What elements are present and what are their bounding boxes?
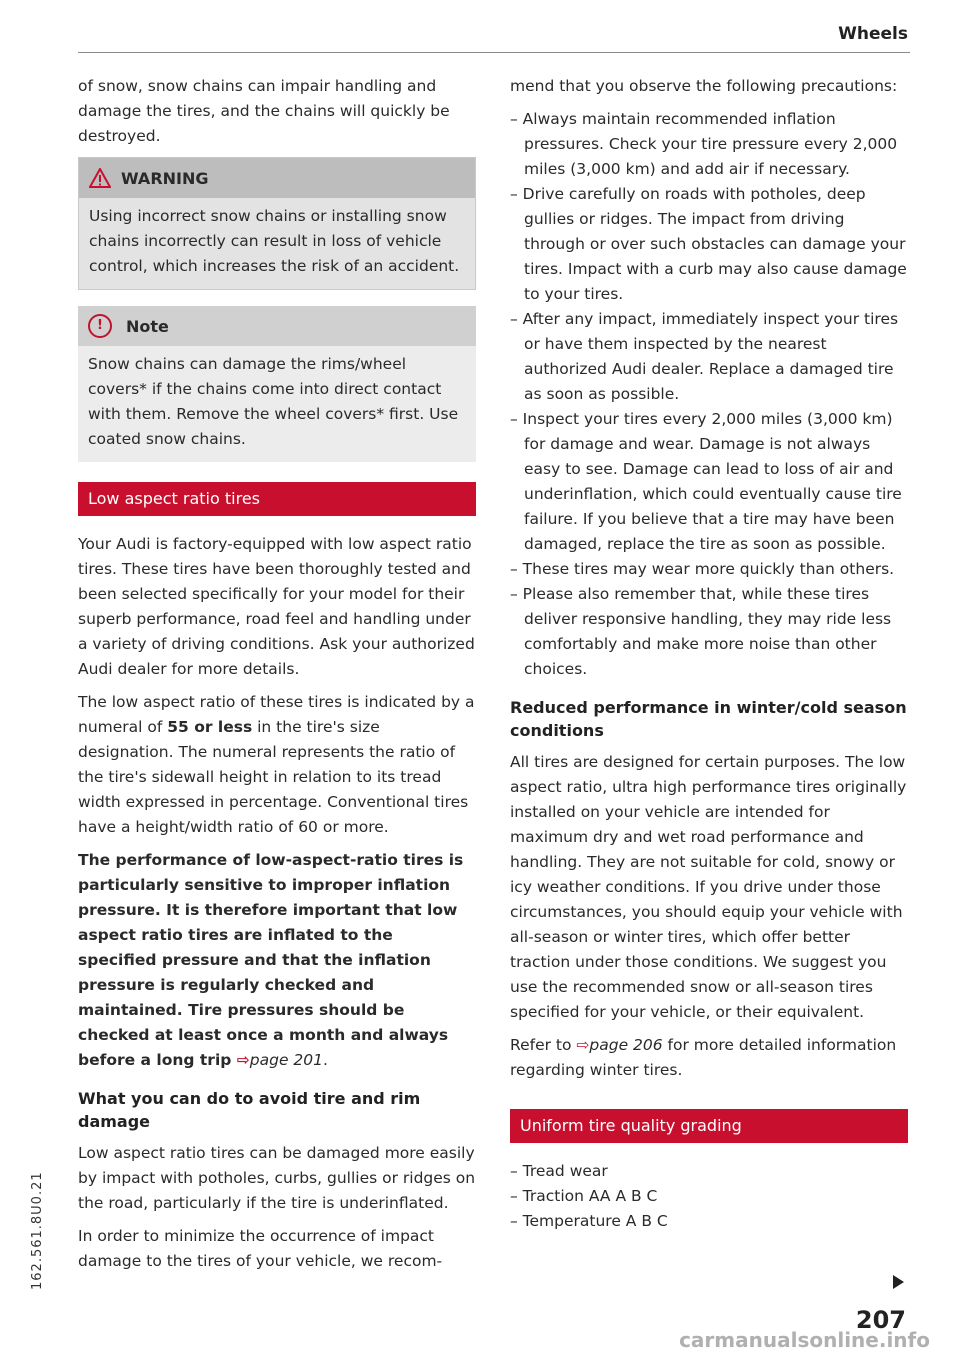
note-header <box>78 306 476 346</box>
refer-start: Refer to <box>510 1036 577 1054</box>
note-title: Note <box>126 316 169 336</box>
list-item: – Drive carefully on roads with potholes, deep gullies or ridges. The impact from driving through or over such obstacles can damage your tires. Impact with a curb may also cause damage to your tires. <box>510 185 907 303</box>
left-column <box>78 74 476 1282</box>
page-ref-arrow-icon: ⇨ <box>576 1036 590 1054</box>
page-ref-link[interactable]: page 206 <box>589 1036 663 1054</box>
section-heading-low-aspect: Low aspect ratio tires <box>78 482 476 516</box>
intro-paragraph: of snow, snow chains can impair handling and damage the tires, and the chains will quickly be destroyed. <box>78 77 450 145</box>
list-item: – These tires may wear more quickly than others. <box>510 560 895 578</box>
precautions-list <box>510 107 908 682</box>
warning-title: WARNING <box>121 168 209 188</box>
header-rule <box>78 52 910 53</box>
list-item: – Traction AA A B C <box>510 1187 658 1205</box>
note-box <box>78 306 476 462</box>
list-item: – After any impact, immediately inspect your tires or have them inspected by the nearest authorized Audi dealer. Replace a damaged tire as soon as possible. <box>510 310 899 403</box>
list-item: – Inspect your tires every 2,000 miles (3,000 km) for damage and wear. Damage is not always easy to see. Damage can lead to loss of air and underinflation, which could eventually cause tire failure. If you believe that a tire may have been damaged, replace the tire as soon as possible. <box>510 410 902 553</box>
winter-heading: Reduced performance in winter/cold season conditions <box>510 698 907 740</box>
pressure-emphasis-paragraph: The performance of low-aspect-ratio tires is particularly sensitive to improper inflation pressure. It is therefore important that low aspect ratio tires are inflated to the specified pressure and that the inflation pressure is regularly checked and maintained. Tire pressures should be checked at least once a month and always before a long trip ⇨page 201. <box>78 851 464 1069</box>
warning-body: Using incorrect snow chains or installing snow chains incorrectly can result in loss of vehicle control, which increases the risk of an accident. <box>79 198 475 289</box>
watermark: carmanualsonline.info <box>679 1328 930 1352</box>
p2-end: in the tire's size designation. The numeral represents the ratio of the tire's sidewall height in relation to its tread width expressed in percentage. Conventional tires have a height/width ratio of 60 or more. <box>78 718 469 836</box>
info-circle-icon: ! <box>88 314 112 338</box>
note-body: Snow chains can damage the rims/wheel covers* if the chains come into direct contact with them. Remove the wheel covers* first. Use coated snow chains. <box>78 346 476 462</box>
list-item: – Tread wear <box>510 1162 608 1180</box>
section-header-title: Wheels <box>838 24 908 44</box>
p2-start: The low aspect ratio of these tires is indicated by a numeral of <box>78 693 475 736</box>
warning-triangle-icon <box>89 168 111 188</box>
emphasis-text: The performance of low-aspect-ratio tires is particularly sensitive to improper inflation pressure. It is therefore important that low aspect ratio tires are inflated to the specified pressure and that the inflation pressure is regularly checked and maintained. Tire pressures should be checked at least once a month and always before a long trip <box>78 851 464 1069</box>
grading-list <box>510 1159 908 1234</box>
warning-header <box>79 158 475 198</box>
p2-bold: 55 or less <box>167 718 253 736</box>
low-aspect-paragraph-2 <box>78 690 476 840</box>
low-aspect-paragraph-1: Your Audi is factory-equipped with low aspect ratio tires. These tires have been thoroughly tested and been selected specifically for your model for their superb performance, road feel and handling under a variety of driving conditions. Ask your authorized Audi dealer for more details. <box>78 535 475 678</box>
avoid-damage-paragraph-1: Low aspect ratio tires can be damaged more easily by impact with potholes, curbs, gullies or ridges on the road, particularly if the tire is underinflated. <box>78 1144 476 1212</box>
list-item: – Temperature A B C <box>510 1212 668 1230</box>
page-ref-arrow-icon: ⇨ <box>236 1051 250 1069</box>
list-item: – Please also remember that, while these tires deliver responsive handling, they may ride less comfortably and make more noise than other choices. <box>510 585 892 678</box>
refer-end: for more detailed information regarding winter tires. <box>510 1036 897 1079</box>
page-ref-link[interactable]: page 201 <box>249 1051 323 1069</box>
right-column <box>510 74 908 1242</box>
warning-box <box>78 157 476 290</box>
continue-arrow-icon <box>893 1275 904 1289</box>
continued-paragraph: mend that you observe the following precautions: <box>510 77 898 95</box>
section-heading-uniform: Uniform tire quality grading <box>510 1109 908 1143</box>
page-number: 207 <box>855 1306 906 1334</box>
refer-paragraph <box>510 1033 908 1083</box>
document-code: 162.561.8U0.21 <box>30 1171 45 1290</box>
avoid-damage-paragraph-2: In order to minimize the occurrence of impact damage to the tires of your vehicle, we recom- <box>78 1227 443 1270</box>
avoid-damage-heading: What you can do to avoid tire and rim damage <box>78 1089 421 1131</box>
winter-paragraph: All tires are designed for certain purposes. The low aspect ratio, ultra high performance tires originally installed on your vehicle are intended for maximum dry and wet road performance and handling. They are not suitable for cold, snowy or icy weather conditions. If you drive under those circumstances, you should equip your vehicle with all-season or winter tires, which offer better traction under those conditions. We suggest you use the recommended snow or all-season tires specified for your vehicle, or their equivalent. <box>510 753 907 1021</box>
list-item: – Always maintain recommended inflation pressures. Check your tire pressure every 2,000 miles (3,000 km) and add air if necessary. <box>510 110 898 178</box>
